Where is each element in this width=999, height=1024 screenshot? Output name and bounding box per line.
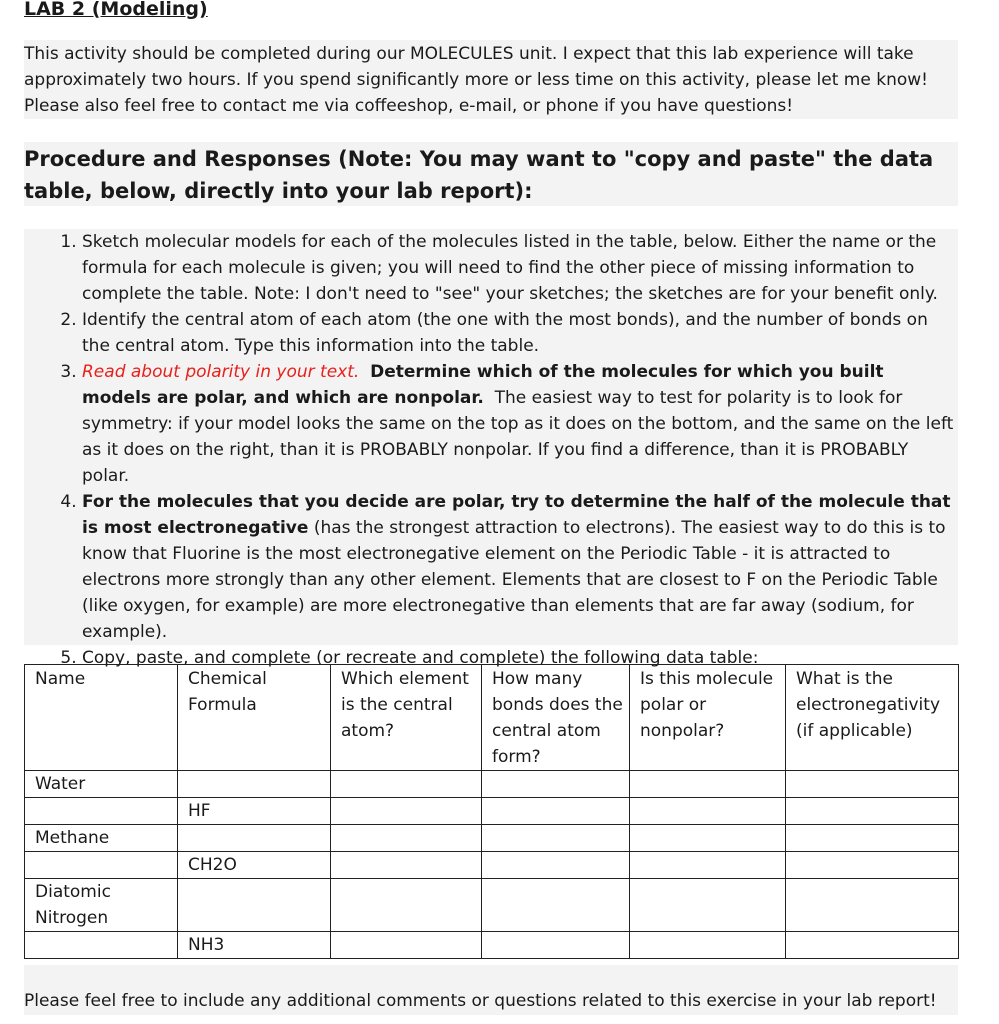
table-cell[interactable]: [786, 798, 959, 825]
table-cell[interactable]: [331, 852, 482, 879]
table-cell[interactable]: Diatomic Nitrogen: [25, 879, 178, 932]
table-cell[interactable]: Methane: [25, 825, 178, 852]
table-header-cell: Which element is the central atom?: [331, 665, 482, 771]
table-cell[interactable]: [482, 932, 630, 959]
table-cell[interactable]: [331, 825, 482, 852]
intro-line: This activity should be completed during our MOLECULES unit. I expect that this lab experience will take: [24, 44, 914, 64]
table-header-cell: How many bonds does the central atom form?: [482, 665, 630, 771]
table-row: [25, 825, 959, 852]
heading-line: Procedure and Responses (Note: You may want to "copy and paste" the data: [24, 147, 934, 171]
closing-note: Please feel free to include any additional comments or questions related to this exercise in your lab report!: [24, 965, 958, 1015]
step-item: [82, 489, 958, 645]
procedure-steps: [24, 229, 958, 668]
step-text: The easiest way to test for polarity is to look for symmetry: if your model looks the same on the top as it does on the bottom, and the same on the left as it does on the right, than it is PROBABLY nonpolar. If you find a difference, than it is PROBABLY polar.: [82, 388, 954, 486]
table-cell[interactable]: CH2O: [178, 852, 331, 879]
intro-line: Please also feel free to contact me via coffeeshop, e-mail, or phone if you have questions!: [24, 96, 794, 116]
table-cell[interactable]: [331, 771, 482, 798]
table-cell[interactable]: [331, 932, 482, 959]
table-cell[interactable]: [482, 798, 630, 825]
table-header-row: [25, 665, 959, 771]
step-item: [82, 359, 958, 489]
step-bold-text: For the molecules that you decide are polar, try to determine the half of the molecule that is most electronegative: [82, 492, 951, 538]
table-cell[interactable]: Water: [25, 771, 178, 798]
table-row: [25, 852, 959, 879]
table-cell[interactable]: [630, 879, 786, 932]
step-item: [82, 229, 958, 307]
table-cell[interactable]: [482, 852, 630, 879]
table-cell[interactable]: [25, 852, 178, 879]
step-item: [82, 307, 958, 359]
table-cell[interactable]: [178, 825, 331, 852]
intro-paragraph: [24, 40, 958, 119]
table-cell[interactable]: [482, 879, 630, 932]
table-cell[interactable]: [630, 852, 786, 879]
table-cell[interactable]: [331, 879, 482, 932]
table-cell[interactable]: [630, 771, 786, 798]
data-table: [24, 664, 959, 959]
table-row: [25, 932, 959, 959]
procedure-heading: [24, 142, 958, 206]
table-cell[interactable]: [178, 879, 331, 932]
table-cell[interactable]: [630, 825, 786, 852]
step-bold-text: Determine which of the molecules for which you built models are polar, and which are nonpolar.: [82, 362, 884, 408]
table-row: [25, 798, 959, 825]
table-header-cell: What is the electronegativity (if applicable): [786, 665, 959, 771]
table-cell[interactable]: [786, 771, 959, 798]
step-red-text: Read about polarity in your text.: [82, 362, 360, 382]
table-cell[interactable]: [331, 798, 482, 825]
step-text: Sketch molecular models for each of the molecules listed in the table, below. Either the name or the formula for each molecule is given; you will need to find the other piece of missing information to complete the table. Note: I don't need to "see" your sketches; the sketches are for your benefit only.: [82, 232, 938, 304]
heading-line: table, below, directly into your lab report):: [24, 179, 533, 203]
step-text: (has the strongest attraction to electrons). The easiest way to do this is to know that Fluorine is the most electronegative element on the Periodic Table - it is attracted to electrons more strongly than any other element. Elements that are closest to F on the Periodic Table (like oxygen, for example) are more electronegative than elements that are far away (sodium, for example).: [82, 518, 946, 642]
table-cell[interactable]: [25, 932, 178, 959]
table-row: [25, 771, 959, 798]
table-header-cell: Is this molecule polar or nonpolar?: [630, 665, 786, 771]
table-cell[interactable]: [482, 825, 630, 852]
intro-line: approximately two hours. If you spend significantly more or less time on this activity, please let me know!: [24, 70, 928, 90]
table-cell[interactable]: [630, 798, 786, 825]
table-cell[interactable]: [178, 771, 331, 798]
lab-title: LAB 2 (Modeling): [24, 0, 208, 20]
table-cell[interactable]: [786, 825, 959, 852]
table-cell[interactable]: NH3: [178, 932, 331, 959]
table-cell[interactable]: HF: [178, 798, 331, 825]
table-row: [25, 879, 959, 932]
table-header-cell: Name: [25, 665, 178, 771]
table-cell[interactable]: [786, 879, 959, 932]
table-header-cell: Chemical Formula: [178, 665, 331, 771]
table-cell[interactable]: [25, 798, 178, 825]
steps-list: [24, 229, 958, 671]
table-cell[interactable]: [786, 932, 959, 959]
table-cell[interactable]: [482, 771, 630, 798]
table-cell[interactable]: [786, 852, 959, 879]
step-text: Copy, paste, and complete (or recreate and complete) the following data table:: [82, 648, 759, 668]
step-text: Identify the central atom of each atom (the one with the most bonds), and the number of bonds on the central atom. Type this information into the table.: [82, 310, 928, 356]
table-cell[interactable]: [630, 932, 786, 959]
